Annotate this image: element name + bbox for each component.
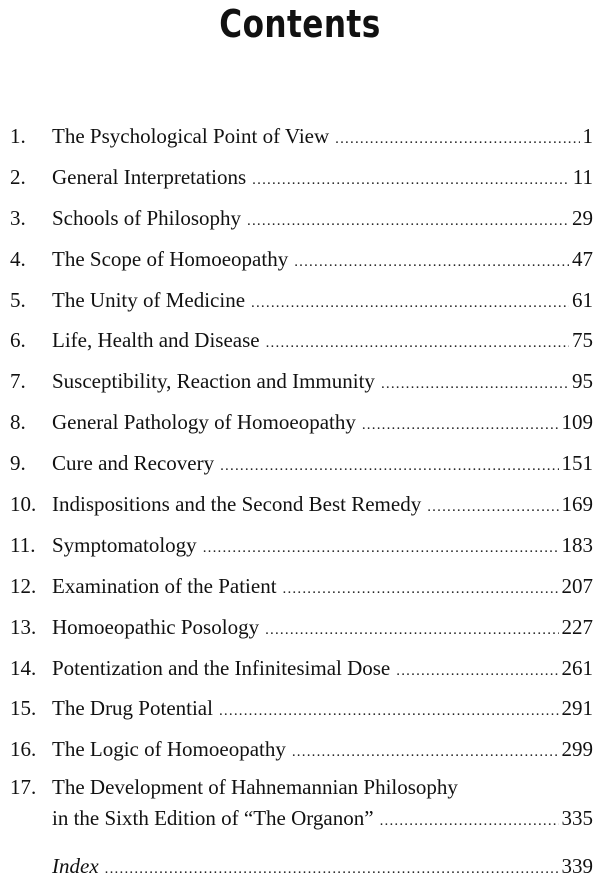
page-number: 75 [572,328,593,353]
page-number: 339 [561,854,593,879]
chapter-title: Homoeopathic Posology [52,614,260,639]
chapter-number: 12. [10,573,37,598]
chapter-title: The Logic of Homoeopathy [52,737,286,762]
toc-entry[interactable] [0,525,600,566]
toc-entry[interactable] [0,607,600,648]
page-number: 207 [561,573,593,598]
page-number: 291 [561,696,593,721]
chapter-title: The Scope of Homoeopathy [52,246,289,271]
dot-leader [362,405,559,446]
chapter-title: The Psychological Point of View [52,124,330,148]
dot-leader [251,283,569,324]
chapter-number: 6. [10,328,26,353]
chapter-number: 4. [10,246,26,271]
dot-leader [247,201,569,242]
toc-entry-index[interactable] [0,846,600,887]
toc-entry[interactable] [0,157,600,198]
dot-leader [381,364,569,405]
page-number: 95 [572,369,593,394]
toc-entry[interactable] [0,361,600,402]
chapter-title-line-2: in the Sixth Edition of “The Organon” [52,806,374,831]
table-of-contents [0,116,600,887]
chapter-title: Susceptibility, Reaction and Immunity [52,369,375,394]
page-title: Contents [219,2,381,46]
toc-entry[interactable] [0,648,600,689]
chapter-number: 10. [10,492,37,517]
dot-leader [294,242,569,283]
chapter-number: 2. [10,164,26,189]
chapter-title: The Drug Potential [52,696,213,721]
chapter-number: 7. [10,369,26,394]
toc-entry[interactable] [0,729,600,770]
page-number: 299 [561,737,593,762]
toc-entry[interactable] [0,443,600,484]
index-title: Index [52,854,99,879]
page-number: 151 [561,451,593,476]
chapter-number: 1. [10,124,26,148]
page-number: 227 [561,614,593,639]
chapter-title: Cure and Recovery [52,451,215,476]
page-number: 169 [561,492,593,517]
dot-leader [219,691,559,732]
toc-entry[interactable] [0,320,600,361]
dot-leader [292,732,559,773]
page-number: 29 [572,205,593,230]
chapter-title: Examination of the Patient [52,573,277,598]
page-number: 11 [572,164,593,189]
dot-leader [252,160,570,201]
toc-entry[interactable] [0,116,600,157]
chapter-number: 8. [10,410,26,435]
toc-entry[interactable] [0,239,600,280]
chapter-number: 14. [10,655,37,680]
dot-leader [283,569,559,610]
page-number: 183 [561,532,593,557]
dot-leader [396,651,558,692]
chapter-title: Symptomatology [52,532,197,557]
chapter-number: 16. [10,737,37,762]
chapter-number: 11. [10,532,36,557]
chapter-title: Potentization and the Infinitesimal Dose [52,655,391,680]
chapter-title: General Interpretations [52,164,247,189]
dot-leader [335,119,579,160]
toc-entry[interactable] [0,688,600,729]
chapter-number: 17. [10,775,37,800]
chapter-title: Life, Health and Disease [52,328,260,353]
page-number: 61 [572,287,593,312]
dot-leader [203,528,559,569]
toc-entry[interactable] [0,566,600,607]
dot-leader [105,849,559,890]
chapter-number: 13. [10,614,37,639]
chapter-number: 3. [10,205,26,230]
page-number: 47 [572,246,593,271]
toc-entry[interactable] [0,770,600,846]
chapter-title: Indispositions and the Second Best Remedy [52,492,422,517]
dot-leader [265,610,558,651]
chapter-title: The Unity of Medicine [52,287,246,312]
chapter-number: 15. [10,696,37,721]
page-number: 109 [561,410,593,435]
dot-leader [427,487,558,528]
toc-entry[interactable] [0,198,600,239]
chapter-title-line-1: The Development of Hahnemannian Philosophy [52,775,458,800]
dot-leader [380,806,559,836]
toc-entry[interactable] [0,484,600,525]
chapter-title: General Pathology of Homoeopathy [52,410,356,435]
chapter-title: Schools of Philosophy [52,205,242,230]
toc-entry[interactable] [0,402,600,443]
page-number: 335 [561,806,593,831]
dot-leader [266,323,569,364]
chapter-number: 5. [10,287,26,312]
page-number: 1 [582,124,593,148]
dot-leader [220,446,558,487]
page-number: 261 [561,655,593,680]
chapter-number: 9. [10,451,26,476]
toc-entry[interactable] [0,280,600,321]
